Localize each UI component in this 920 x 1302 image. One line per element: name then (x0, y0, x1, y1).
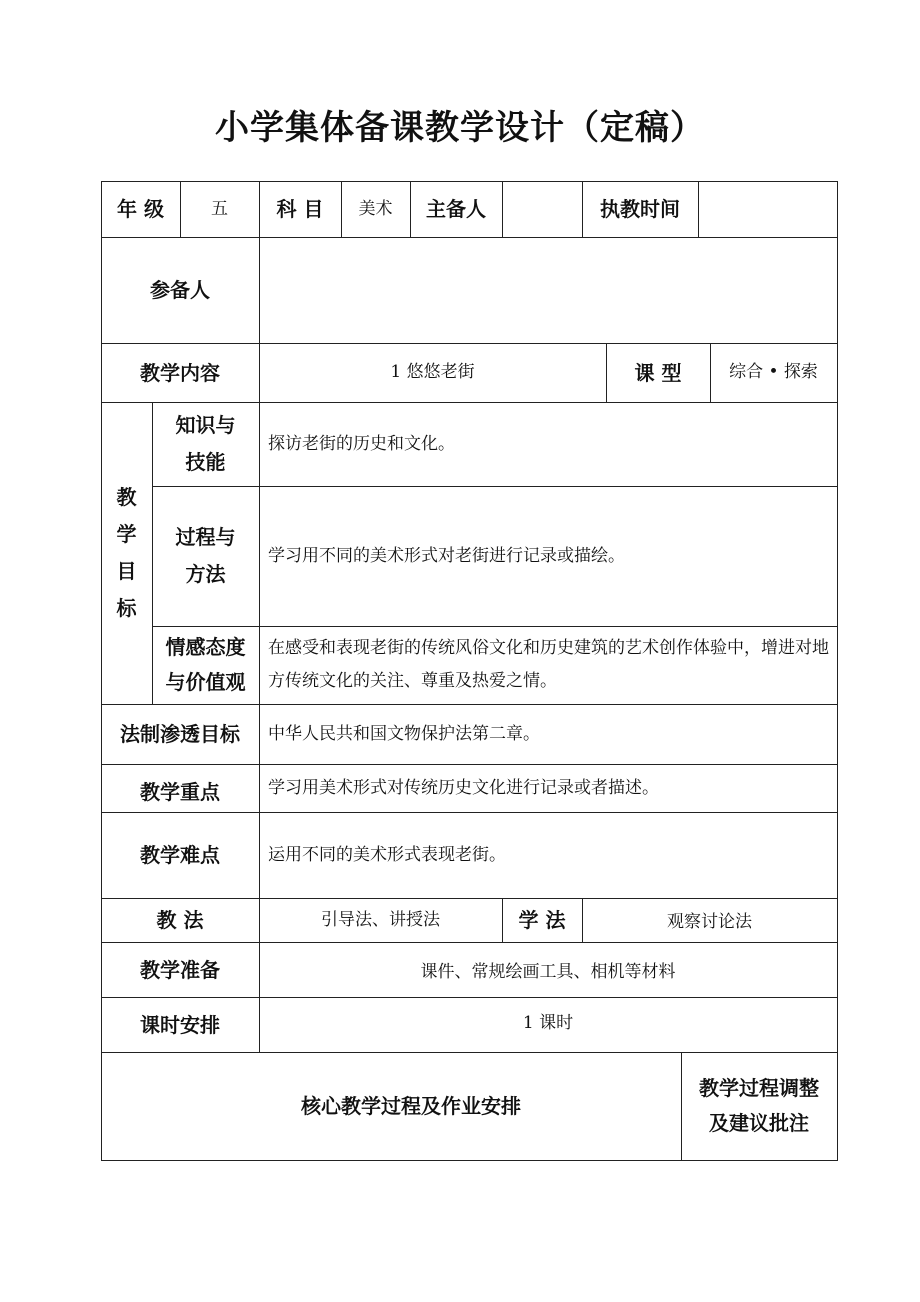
teach-method-value: 引导法、讲授法 (321, 909, 440, 930)
process-label: 过程与方法 (175, 525, 236, 586)
teaching-time-value (698, 181, 837, 237)
difficulty-value: 运用不同的美术形式表现老街。 (268, 844, 506, 865)
process-value: 学习用不同的美术形式对老街进行记录或描绘。 (268, 545, 625, 566)
main-preparer-label: 主备人 (426, 197, 486, 221)
main-preparer-value (502, 181, 582, 237)
key-point-value: 学习用美术形式对传统历史文化进行记录或者描述。 (268, 777, 659, 798)
law-label: 法制渗透目标 (120, 722, 240, 746)
table-border-bottom (101, 1160, 838, 1161)
knowledge-label: 知识与技能 (175, 413, 236, 474)
emotion-label: 情感态度与价值观 (165, 635, 246, 694)
learn-method-label: 学 法 (518, 908, 566, 932)
core-process-label: 核心教学过程及作业安排 (301, 1094, 521, 1118)
teaching-time-label: 执教时间 (600, 197, 680, 221)
difficulty-label: 教学难点 (140, 843, 220, 867)
participants-value (259, 237, 837, 343)
page-title: 小学集体备课教学设计（定稿） (215, 108, 705, 148)
knowledge-value: 探访老街的历史和文化。 (268, 433, 455, 454)
key-point-label: 教学重点 (140, 780, 220, 804)
content-value: 1 悠悠老街 (390, 362, 475, 383)
grade-value: 五 (211, 198, 228, 219)
schedule-value: 1 课时 (522, 1013, 574, 1033)
preparation-label: 教学准备 (140, 957, 220, 982)
lesson-type-label: 课 型 (634, 360, 682, 385)
subject-value: 美术 (358, 198, 393, 219)
adjustment-notes-label: 教学过程调整及建议批注 (699, 1076, 819, 1135)
law-value: 中华人民共和国文物保护法第二章。 (268, 723, 540, 744)
objectives-group-label: 教学目标 (116, 485, 137, 620)
lesson-type-value: 综合 • 探索 (729, 362, 818, 383)
schedule-label: 课时安排 (140, 1012, 220, 1037)
table-border-right (837, 181, 838, 1161)
content-label: 教学内容 (140, 360, 220, 385)
grade-label: 年 级 (117, 197, 164, 221)
teach-method-label: 教 法 (156, 908, 204, 932)
preparation-value: 课件、常规绘画工具、相机等材料 (420, 962, 676, 982)
subject-label: 科 目 (276, 197, 324, 221)
learn-method-value: 观察讨论法 (667, 911, 752, 932)
participants-label: 参备人 (150, 278, 210, 302)
emotion-value: 在感受和表现老街的传统风俗文化和历史建筑的艺术创作体验中，增进对地方传统文化的关注、尊重及热爱之情。 (268, 637, 829, 691)
